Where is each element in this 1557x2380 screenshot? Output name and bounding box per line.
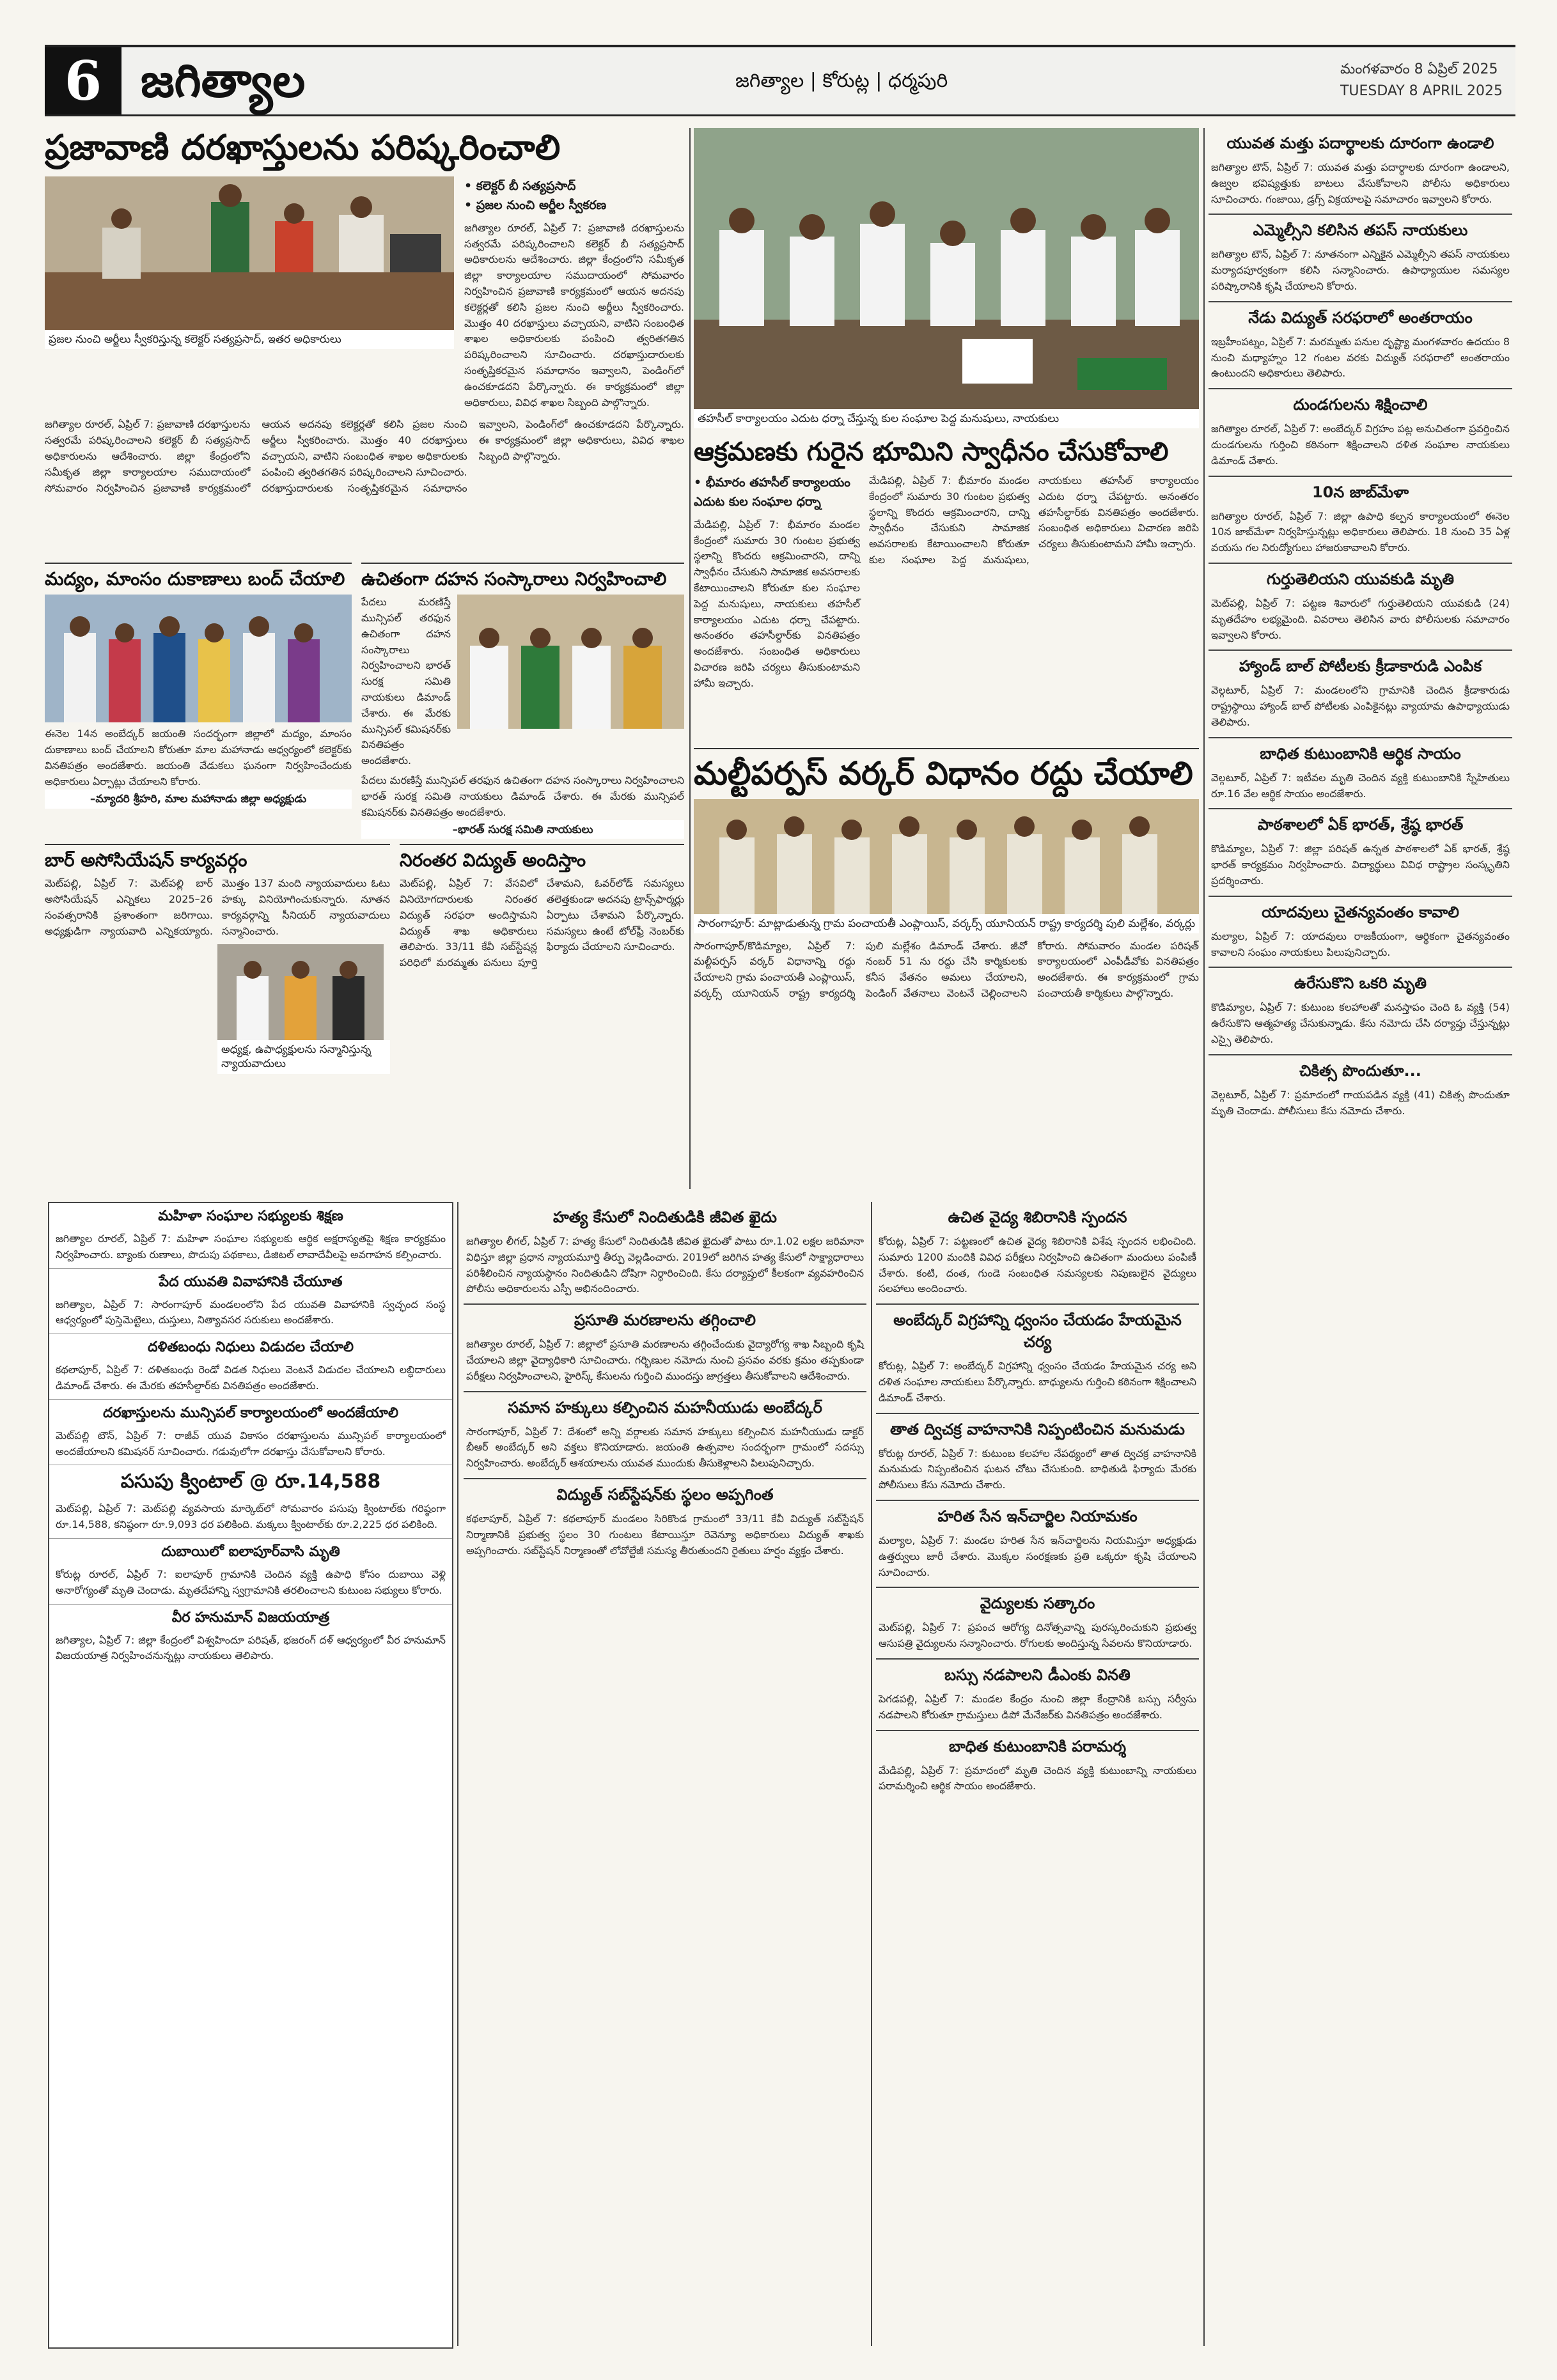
right-headline: హ్యాండ్ బాల్ పోటీలకు క్రీడాకారుడి ఎంపిక <box>1239 657 1482 676</box>
center-headline: ప్రసూతి మరణాలను తగ్గించాలి <box>574 1311 756 1330</box>
right-item <box>1209 564 1512 651</box>
crematorium-headline: ఉచితంగా దహన సంస్కారాలు నిర్వహించాలి <box>361 568 667 589</box>
mid-body: మేడిపల్లి, ఏప్రిల్ 7: ప్రమాదంలో మృతి చెందిన వ్యక్తి కుటుంబాన్ని నాయకులు పరామర్శించి ఆర్థిక సాయం అందజేశారు. <box>879 1764 1196 1793</box>
multipurpose-photo <box>694 799 1199 914</box>
mid-item <box>876 1202 1199 1305</box>
mid-body: మల్యాల, ఏప్రిల్ 7: మండల హరిత సేన ఇన్‌చార్జిలను నియమిస్తూ అధ్యక్షుడు ఉత్తర్వులు జారీ చేశారు. మొక్కల సంరక్షణకు ప్రతి ఒక్కరూ కృషి చేయాలని సూచించారు. <box>879 1534 1196 1578</box>
meeting-photo-illustration <box>457 595 684 729</box>
center-item <box>464 1392 866 1479</box>
center-body: జగిత్యాల లీగల్, ఏప్రిల్ 7: హత్య కేసులో నిందితుడికి జీవిత ఖైదుతో పాటు రూ.1.02 లక్షల జరిమానా విధిస్తూ జిల్లా ప్రధాన న్యాయమూర్తి తీర్పు వెల్లడించారు. 2019లో జరిగిన హత్య కేసులో సాక్ష్యాధారాలు పరిశీలించిన న్యాయస్థానం నిందితుడిని దోషిగా నిర్ధారించింది. కేసు దర్యాప్తులో కీలకంగా వ్యవహరించిన పోలీసు అధికారులను ఎస్పీ అభినందించారు. <box>466 1235 864 1295</box>
center-body: సారంగాపూర్, ఏప్రిల్ 7: దేశంలో అన్ని వర్గాలకు సమాన హక్కులు కల్పించిన మహనీయుడు డాక్టర్ బీఆర్ అంబేద్కర్ అని వక్తలు కొనియాడారు. జయంతి ఉత్సవాల సందర్భంగా గ్రామంలో సదస్సు నిర్వహించారు. అంబేద్కర్ ఆశయాలను యువత ముందుకు తీసుకెళ్లాలని పిలుపునిచ్చారు. <box>466 1425 864 1470</box>
lead-photo <box>45 176 454 330</box>
bar-caption: అధ్యక్ష, ఉపాధ్యక్షులను సన్మానిస్తున్న న్యాయవాదులు <box>217 1040 390 1073</box>
lead-bullet: • కలెక్టర్ బీ సత్యప్రసాద్ <box>464 176 684 196</box>
bandh-photo <box>45 595 352 722</box>
land-photo <box>694 128 1199 409</box>
short-headline: వీర హనుమాన్ విజయయాత్ర <box>171 1609 330 1626</box>
right-column <box>1209 128 1512 2346</box>
bar-body: మెట్‌పల్లి, ఏప్రిల్ 7: మెట్‌పల్లి బార్ అసోసియేషన్ ఎన్నికలు 2025–26 సంవత్సరానికి ప్రశాంతంగా జరిగాయి. అధ్యక్షుడిగా న్యాయవాది ఎన్నికయ్యారు. మొత్తం 137 మంది న్యాయవాదులు ఓటు హక్కు వినియోగించుకున్నారు. నూతన కార్యవర్గాన్ని సీనియర్ న్యాయవాదులు సన్మానించారు. <box>45 877 390 937</box>
crematorium-body-cont: పేదలు మరణిస్తే మున్సిపల్ తరఫున ఉచితంగా దహన సంస్కారాలు నిర్వహించాలని భారత్ సురక్ష సమితి నాయకులు డిమాండ్ చేశారు. ఈ మేరకు మున్సిపల్ కమిషనర్‌కు వినతిపత్రం అందజేశారు. <box>361 774 684 818</box>
office-scene-illustration <box>45 176 454 330</box>
mid-body: కోరుట్ల, ఏప్రిల్ 7: అంబేద్కర్ విగ్రహాన్ని ధ్వంసం చేయడం హేయమైన చర్య అని దళిత సంఘాల నాయకులు పేర్కొన్నారు. బాధ్యులను గుర్తించి కఠినంగా శిక్షించాలని డిమాండ్ చేశారు. <box>879 1360 1196 1404</box>
left-shorts-box <box>48 1202 453 2349</box>
crematorium-body: పేదలు మరణిస్తే మున్సిపల్ తరఫున ఉచితంగా దహన సంస్కారాలు నిర్వహించాలని భారత్ సురక్ష సమితి నాయకులు డిమాండ్ చేశారు. ఈ మేరకు మున్సిపల్ కమిషనర్‌కు వినతిపత్రం అందజేశారు. <box>361 596 451 767</box>
land-bullet: • భీమారం తహసీల్ కార్యాలయం ఎదుట కుల సంఘాల ధర్నా <box>694 473 860 512</box>
mid-body: కోరుట్ల రూరల్, ఏప్రిల్ 7: కుటుంబ కలహాల నేపథ్యంలో తాత ద్విచక్ర వాహనానికి మనుమడు నిప్పంటించిన ఘటన చోటు చేసుకుంది. బాధితుడి ఫిర్యాదు మేరకు పోలీసులు కేసు నమోదు చేశారు. <box>879 1447 1196 1491</box>
right-item <box>1209 651 1512 738</box>
bandh-headline: మద్యం, మాంసం దుకాణాలు బంద్ చేయాలి <box>45 568 345 589</box>
center-headline: సమాన హక్కులు కల్పించిన మహనీయుడు అంబేద్కర్ <box>508 1398 822 1417</box>
right-item <box>1209 477 1512 564</box>
mid-headline: అంబేద్కర్ విగ్రహాన్ని ధ్వంసం చేయడం హేయమైన చర్య <box>893 1311 1182 1351</box>
lead-bullets <box>464 176 684 215</box>
mid-headline: బస్సు నడపాలని డీఎంకు వినతి <box>944 1665 1131 1684</box>
center-item <box>464 1305 866 1392</box>
mid-headline: బాధిత కుటుంబానికి పరామర్శ <box>948 1737 1127 1755</box>
bar-story <box>45 844 390 1190</box>
right-item <box>1209 897 1512 968</box>
right-body: జగిత్యాల టౌన్, ఏప్రిల్ 7: యువత మత్తు పదార్థాలకు దూరంగా ఉండాలని, ఉజ్వల భవిష్యత్తుకు బాటలు వేసుకోవాలని పోలీసు అధికారులు సూచించారు. గంజాయి, డ్రగ్స్ విక్రయాలపై సమాచారం ఇవ్వాలని కోరారు. <box>1211 161 1510 205</box>
column-divider <box>689 128 691 1189</box>
workers-photo-illustration <box>694 799 1199 914</box>
mid-item <box>876 1588 1199 1660</box>
mid-item <box>876 1414 1199 1501</box>
short-item <box>49 1539 452 1605</box>
short-item <box>49 1334 452 1400</box>
mid-headline: వైద్యులకు సత్కారం <box>980 1594 1095 1613</box>
land-bullets <box>694 473 860 512</box>
mid-item <box>876 1731 1199 1801</box>
multipurpose-headline: మల్టీపర్పస్ వర్కర్ విధానం రద్దు చేయాలి <box>694 755 1193 792</box>
right-item <box>1209 738 1512 810</box>
short-item <box>49 1269 452 1335</box>
center-item <box>464 1479 866 1565</box>
right-headline: 10న జాబ్‌మేళా <box>1311 483 1409 501</box>
multipurpose-story <box>694 748 1199 1190</box>
mid-stories <box>876 1202 1199 2346</box>
short-body: కథలాపూర్, ఏప్రిల్ 7: దళితబంధు రెండో విడత నిధులు వెంటనే విడుదల చేయాలని లబ్ధిదారులు డిమాండ్ చేశారు. ఈ మేరకు తహసీల్దార్‌కు వినతిపత్రం అందజేశారు. <box>56 1364 446 1392</box>
mid-body: మెట్‌పల్లి, ఏప్రిల్ 7: ప్రపంచ ఆరోగ్య దినోత్సవాన్ని పురస్కరించుకుని ప్రభుత్వ ఆసుపత్రి వైద్యులను సన్మానించారు. రోగులకు అందిస్తున్న సేవలను కొనియాడారు. <box>879 1621 1196 1650</box>
short-headline: దళితబంధు నిధులు విడుదల చేయాలి <box>148 1339 354 1356</box>
mid-body: కోరుట్ల, ఏప్రిల్ 7: పట్టణంలో ఉచిత వైద్య శిబిరానికి విశేష స్పందన లభించింది. సుమారు 1200 మందికి వివిధ పరీక్షలు నిర్వహించి ఉచితంగా మందులు పంపిణీ చేశారు. కంటి, దంత, గుండె సంబంధిత సమస్యలకు నిపుణులైన వైద్యులు సలహాలు అందించారు. <box>879 1235 1196 1295</box>
right-headline: ఎమ్మెల్సీని కలిసిన తపస్ నాయకులు <box>1253 221 1468 240</box>
date-telugu: మంగళవారం 8 ఏప్రిల్ 2025 <box>1340 61 1498 77</box>
center-headline: హత్య కేసులో నిందితుడికి జీవిత ఖైదు <box>552 1208 777 1226</box>
short-item <box>49 1605 452 1670</box>
right-body: మెట్‌పల్లి, ఏప్రిల్ 7: పట్టణ శివారులో గుర్తుతెలియని యువకుడి (24) మృతదేహం లభ్యమైంది. వివరాలు తెలిసిన వారు పోలీసులకు సమాచారం ఇవ్వాలని కోరారు. <box>1211 596 1510 641</box>
power-body: మెట్‌పల్లి, ఏప్రిల్ 7: వేసవిలో వినియోగదారులకు నిరంతర విద్యుత్ సరఫరా అందిస్తామని విద్యుత్ శాఖ అధికారులు తెలిపారు. 33/11 కేవీ సబ్‌స్టేషన్ల పరిధిలో మరమ్మతు పనులు పూర్తి చేశామని, ఓవర్‌లోడ్ సమస్యలు తలెత్తకుండా అదనపు ట్రాన్స్‌ఫార్మర్లు ఏర్పాటు చేశామని పేర్కొన్నారు. సమస్యలు ఉంటే టోల్‌ఫ్రీ నెంబర్‌కు ఫిర్యాదు చేయాలని సూచించారు. <box>400 877 684 969</box>
short-body: మెట్‌పల్లి, ఏప్రిల్ 7: మెట్‌పల్లి వ్యవసాయ మార్కెట్‌లో సోమవారం పసుపు క్వింటాల్‌కు గరిష్ఠంగా రూ.14,588, కనిష్ఠంగా రూ.9,093 ధర పలికింది. మక్కలు క్వింటాల్‌కు రూ.2,225 ధర పలికింది. <box>56 1502 446 1531</box>
short-item <box>49 1203 452 1269</box>
lead-story <box>45 128 684 563</box>
section-title: జగిత్యాల <box>141 54 306 107</box>
lead-bullet: • ప్రజల నుంచి అర్జీల స్వీకరణ <box>464 196 684 215</box>
lead-headline: ప్రజావాణి దరఖాస్తులను పరిష్కరించాలి <box>45 128 561 167</box>
column-divider <box>1203 128 1205 2346</box>
date-english: TUESDAY 8 APRIL 2025 <box>1340 83 1503 99</box>
center-headline: విద్యుత్ సబ్‌స్టేషన్‌కు స్థలం అప్పగింత <box>556 1485 774 1504</box>
right-item <box>1209 389 1512 476</box>
right-headline: ఉరేసుకొని ఒకరి మృతి <box>1294 974 1427 993</box>
mid-item <box>876 1660 1199 1731</box>
lead-body: జగిత్యాల రూరల్, ఏప్రిల్ 7: ప్రజావాణి దరఖాస్తులను సత్వరమే పరిష్కరించాలని కలెక్టర్ బీ సత్యప్రసాద్ అధికారులను ఆదేశించారు. జిల్లా కేంద్రంలోని సమీకృత జిల్లా కార్యాలయాల సముదాయంలో సోమవారం నిర్వహించిన ప్రజావాణి కార్యక్రమంలో ఆయన అదనపు కలెక్టర్లతో కలిసి ప్రజల నుంచి అర్జీలు స్వీకరించారు. మొత్తం 40 దరఖాస్తులు వచ్చాయని, వాటిని సంబంధిత శాఖల అధికారులకు పంపించి త్వరితగతిన పరిష్కరించాలని సూచించారు. దరఖాస్తుదారులకు సంతృప్తికరమైన సమాధానం ఇవ్వాలని, పెండింగ్‌లో ఉంచకూడదని పేర్కొన్నారు. ఈ కార్యక్రమంలో జిల్లా అధికారులు, వివిధ శాఖల సిబ్బంది పాల్గొన్నారు. <box>464 221 684 408</box>
multipurpose-body: సారంగాపూర్/కొడిమ్యాల, ఏప్రిల్ 7: మల్టీపర్పస్ వర్కర్ విధానాన్ని రద్దు చేయాలని గ్రామ పంచాయతీ ఎంప్లాయిస్, వర్కర్స్ యూనియన్ రాష్ట్ర కార్యదర్శి పులి మల్లేశం డిమాండ్ చేశారు. జీవో నంబర్ 51 ను రద్దు చేసి కార్మికులకు కనీస వేతనం అమలు చేయాలని, పెండింగ్ వేతనాలు వెంటనే చెల్లించాలని కోరారు. సోమవారం మండల పరిషత్ కార్యాలయంలో ఎంపీడీవోకు వినతిపత్రం అందజేశారు. ఈ కార్యక్రమంలో గ్రామ పంచాయతీ కార్మికులు పాల్గొన్నారు. <box>694 939 1199 999</box>
right-item <box>1209 215 1512 302</box>
bandh-body: ఈనెల 14న అంబేద్కర్ జయంతి సందర్భంగా జిల్లాలో మద్యం, మాంసం దుకాణాలు బంద్ చేయాలని కోరుతూ మాల మహానాడు ఆధ్వర్యంలో కలెక్టర్‌కు వినతిపత్రం అందజేశారు. జయంతి వేడుకలు ఘనంగా నిర్వహించేందుకు అధికారులు ఏర్పాట్లు చేయాలని కోరారు. <box>45 727 352 788</box>
right-headline: నేడు విద్యుత్ సరఫరాలో అంతరాయం <box>1248 308 1473 327</box>
masthead <box>45 45 1515 116</box>
bar-photo <box>217 944 384 1040</box>
short-item <box>49 1400 452 1466</box>
right-body: మల్యాల, ఏప్రిల్ 7: యాదవులు రాజకీయంగా, ఆర్థికంగా చైతన్యవంతం కావాలని సంఘం నాయకులు పిలుపునిచ్చారు. <box>1211 929 1510 958</box>
center-body: కథలాపూర్, ఏప్రిల్ 7: కథలాపూర్ మండలం సిరికొండ గ్రామంలో 33/11 కేవీ విద్యుత్ సబ్‌స్టేషన్ నిర్మాణానికి ప్రభుత్వ స్థలం 30 గుంటలు కేటాయిస్తూ రెవెన్యూ అధికారులు విద్యుత్ శాఖకు అప్పగించారు. సబ్‌స్టేషన్ నిర్మాణంతో లోవోల్టేజీ సమస్య తీరుతుందని రైతులు హర్షం వ్యక్తం చేశారు. <box>466 1512 864 1557</box>
short-headline: దరఖాస్తులను మున్సిపల్ కార్యాలయంలో అందజేయాలి <box>103 1404 398 1421</box>
short-body: జగిత్యాల, ఏప్రిల్ 7: సారంగాపూర్ మండలంలోని పేద యువతి వివాహానికి స్వచ్ఛంద సంస్థ ఆధ్వర్యంలో పుస్తెమెట్టెలు, దుస్తులు, నిత్యావసర సరుకులు అందజేశారు. <box>56 1298 446 1326</box>
right-headline: యాదవులు చైతన్యవంతం కావాలి <box>1262 903 1459 921</box>
right-body: జగిత్యాల రూరల్, ఏప్రిల్ 7: అంబేద్కర్ విగ్రహం పట్ల అనుచితంగా ప్రవర్తించిన దుండగులను గుర్తించి కఠినంగా శిక్షించాలని దళిత సంఘాల నాయకులు డిమాండ్ చేశారు. <box>1211 423 1510 467</box>
lead-photo-caption: ప్రజల నుంచి అర్జీలు స్వీకరిస్తున్న కలెక్టర్ సత్యప్రసాద్, ఇతర అధికారులు <box>45 330 454 349</box>
right-body: జగిత్యాల టౌన్, ఏప్రిల్ 7: నూతనంగా ఎన్నికైన ఎమ్మెల్సీని తపస్ నాయకులు మర్యాదపూర్వకంగా కలిసి సన్మానించారు. ఉపాధ్యాయుల సమస్యల పరిష్కారానికి కృషి చేయాలని కోరారు. <box>1211 248 1510 292</box>
center-stories <box>464 1202 866 2346</box>
right-headline: యువత మత్తు పదార్థాలకు దూరంగా ఉండాలి <box>1226 134 1494 152</box>
power-story <box>400 844 684 1190</box>
center-item <box>464 1202 866 1305</box>
mid-headline: ఉచిత వైద్య శిబిరానికి స్పందన <box>948 1208 1127 1226</box>
bandh-story <box>45 563 352 839</box>
land-body: మేడిపల్లి, ఏప్రిల్ 7: భీమారం మండల కేంద్రంలో సుమారు 30 గుంటల ప్రభుత్వ స్థలాన్ని కొందరు ఆక్రమించారని, దాన్ని స్వాధీనం చేసుకుని సామాజిక అవసరాలకు కేటాయించాలని కోరుతూ కుల సంఘాల పెద్ద మనుషులు, నాయకులు తహసీల్ కార్యాలయం ఎదుట ధర్నా చేపట్టారు. అనంతరం తహసీల్దార్‌కు వినతిపత్రం అందజేశారు. సంబంధిత అధికారులు విచారణ జరిపి చర్యలు తీసుకుంటామని హామీ ఇచ్చారు. <box>694 518 860 689</box>
crematorium-photo <box>457 595 684 729</box>
bandh-caption: –మ్యాదరి శ్రీహరి, మాల మహానాడు జిల్లా అధ్యక్షుడు <box>45 789 352 809</box>
right-headline: బాధిత కుటుంబానికి ఆర్థిక సాయం <box>1260 744 1461 763</box>
multipurpose-caption: సారంగాపూర్: మాట్లాడుతున్న గ్రామ పంచాయతీ ఎంప్లాయిస్, వర్కర్స్ యూనియన్ రాష్ట్ర కార్యదర్శి పులి మల్లేశం, వర్కర్లు <box>694 914 1199 933</box>
land-body-cont: మేడిపల్లి, ఏప్రిల్ 7: భీమారం మండల కేంద్రంలో సుమారు 30 గుంటల ప్రభుత్వ స్థలాన్ని కొందరు ఆక్రమించారని, దాన్ని స్వాధీనం చేసుకుని సామాజిక అవసరాలకు కేటాయించాలని కోరుతూ కుల సంఘాల పెద్ద మనుషులు, నాయకులు తహసీల్ కార్యాలయం ఎదుట ధర్నా చేపట్టారు. అనంతరం తహసీల్దార్‌కు వినతిపత్రం అందజేశారు. సంబంధిత అధికారులు విచారణ జరిపి చర్యలు తీసుకుంటామని హామీ ఇచ్చారు. <box>869 474 1199 566</box>
lead-body-continued: జగిత్యాల రూరల్, ఏప్రిల్ 7: ప్రజావాణి దరఖాస్తులను సత్వరమే పరిష్కరించాలని కలెక్టర్ బీ సత్యప్రసాద్ అధికారులను ఆదేశించారు. జిల్లా కేంద్రంలోని సమీకృత జిల్లా కార్యాలయాల సముదాయంలో సోమవారం నిర్వహించిన ప్రజావాణి కార్యక్రమంలో ఆయన అదనపు కలెక్టర్లతో కలిసి ప్రజల నుంచి అర్జీలు స్వీకరించారు. మొత్తం 40 దరఖాస్తులు వచ్చాయని, వాటిని సంబంధిత శాఖల అధికారులకు పంపించి త్వరితగతిన పరిష్కరించాలని సూచించారు. దరఖాస్తుదారులకు సంతృప్తికరమైన సమాధానం ఇవ్వాలని, పెండింగ్‌లో ఉంచకూడదని పేర్కొన్నారు. ఈ కార్యక్రమంలో జిల్లా అధికారులు, వివిధ శాఖల సిబ్బంది పాల్గొన్నారు. <box>45 418 684 494</box>
land-story <box>694 128 1199 742</box>
short-body: మెట్‌పల్లి టౌన్, ఏప్రిల్ 7: రాజీవ్ యువ వికాసం దరఖాస్తులను మున్సిపల్ కార్యాలయంలో అందజేయాలని కమిషనర్ సూచించారు. గడువులోగా దరఖాస్తు చేసుకోవాలని కోరారు. <box>56 1429 446 1458</box>
right-headline: పాఠశాలలో ఏక్ భారత్, శ్రేష్ఠ భారత్ <box>1257 816 1464 834</box>
land-headline: ఆక్రమణకు గురైన భూమిని స్వాధీనం చేసుకోవాలి <box>694 437 1169 467</box>
right-item <box>1209 302 1512 389</box>
short-headline: పేద యువతి వివాహానికి చేయూత <box>159 1273 343 1290</box>
right-item <box>1209 809 1512 896</box>
power-headline: నిరంతర విద్యుత్ అందిస్తాం <box>400 850 586 871</box>
short-item <box>49 1465 452 1539</box>
short-headline: పసుపు క్వింటాల్ @ రూ.14,588 <box>120 1470 381 1493</box>
protest-photo-illustration <box>694 128 1199 409</box>
right-body: జగిత్యాల రూరల్, ఏప్రిల్ 7: జిల్లా ఉపాధి కల్పన కార్యాలయంలో ఈనెల 10న జాబ్‌మేళా నిర్వహిస్తున్నట్లు అధికారులు తెలిపారు. 18 నుంచి 35 ఏళ్ల వయసు గల నిరుద్యోగులు హాజరుకావాలని కోరారు. <box>1211 509 1510 554</box>
short-body: జగిత్యాల, ఏప్రిల్ 7: జిల్లా కేంద్రంలో విశ్వహిందూ పరిషత్, భజరంగ్ దళ్ ఆధ్వర్యంలో వీర హనుమాన్ విజయయాత్ర నిర్వహించనున్నట్లు నాయకులు తెలిపారు. <box>56 1633 446 1662</box>
group-photo-illustration <box>45 595 352 722</box>
short-headline: మహిళా సంఘాల సభ్యులకు శిక్షణ <box>158 1208 343 1224</box>
right-item <box>1209 968 1512 1055</box>
right-body: కొడిమ్యాల, ఏప్రిల్ 7: కుటుంబ కలహాలతో మనస్తాపం చెంది ఓ వ్యక్తి (54) ఉరేసుకొని ఆత్మహత్య చేసుకున్నాడు. కేసు నమోదు చేసి దర్యాప్తు చేస్తున్నట్లు ఎస్సై తెలిపారు. <box>1211 1001 1510 1045</box>
mid-item <box>876 1305 1199 1413</box>
page-number: 6 <box>45 47 121 114</box>
right-body: వెల్గటూర్, ఏప్రిల్ 7: ఇటీవల మృతి చెందిన వ్యక్తి కుటుంబానికి స్నేహితులు రూ.16 వేల ఆర్థిక సాయం అందజేశారు. <box>1211 771 1510 800</box>
right-body: ఇబ్రహీంపట్నం, ఏప్రిల్ 7: మరమ్మతు పనుల దృష్ట్యా మంగళవారం ఉదయం 8 నుంచి మధ్యాహ్నం 12 గంటల వరకు విద్యుత్ సరఫరాలో అంతరాయం ఉంటుందని అధికారులు తెలిపారు. <box>1211 335 1510 380</box>
felicitation-illustration <box>217 944 384 1040</box>
right-headline: చికిత్స పొందుతూ... <box>1299 1061 1421 1080</box>
right-item <box>1209 1055 1512 1126</box>
crematorium-story <box>361 563 684 839</box>
short-body: కోరుట్ల రూరల్, ఏప్రిల్ 7: ఐలాపూర్ గ్రామానికి చెందిన వ్యక్తి ఉపాధి కోసం దుబాయి వెళ్లి అనారోగ్యంతో మృతి చెందాడు. మృతదేహాన్ని స్వగ్రామానికి తరలించాలని కుటుంబ సభ్యులు కోరారు. <box>56 1567 446 1596</box>
right-headline: దుండగులను శిక్షించాలి <box>1293 396 1428 414</box>
column-divider <box>457 1202 458 2346</box>
right-headline: గుర్తుతెలియని యువకుడి మృతి <box>1266 570 1455 588</box>
bar-headline: బార్ అసోసియేషన్ కార్యవర్గం <box>45 850 247 871</box>
mid-headline: తాత ద్విచక్ర వాహనానికి నిప్పంటించిన మనుమడు <box>889 1420 1185 1438</box>
right-body: వెల్గటూర్, ఏప్రిల్ 7: ప్రమాదంలో గాయపడిన వ్యక్తి (41) చికిత్స పొందుతూ మృతి చెందాడు. పోలీసులు కేసు నమోదు చేశారు. <box>1211 1088 1510 1117</box>
mid-body: పెగడపల్లి, ఏప్రిల్ 7: మండల కేంద్రం నుంచి జిల్లా కేంద్రానికి బస్సు సర్వీసు నడపాలని కోరుతూ గ్రామస్తులు డిపో మేనేజర్‌కు వినతిపత్రం అందజేశారు. <box>879 1692 1196 1721</box>
right-body: కొడిమ్యాల, ఏప్రిల్ 7: జిల్లా పరిషత్ ఉన్నత పాఠశాలలో ఏక్ భారత్, శ్రేష్ఠ భారత్ కార్యక్రమం నిర్వహించారు. విద్యార్థులు వివిధ రాష్ట్రాల సంస్కృతిని ప్రదర్శించారు. <box>1211 843 1510 887</box>
mid-headline: హరిత సేన ఇన్‌చార్జిల నియామకం <box>937 1507 1138 1525</box>
crematorium-caption: –భారత్ సురక్ష సమితి నాయకులు <box>361 820 684 839</box>
center-body: జగిత్యాల రూరల్, ఏప్రిల్ 7: జిల్లాలో ప్రసూతి మరణాలను తగ్గించేందుకు వైద్యారోగ్య శాఖ సిబ్బంది కృషి చేయాలని జిల్లా వైద్యాధికారి సూచించారు. గర్భిణుల నమోదు నుంచి ప్రసవం వరకు క్రమం తప్పకుండా పరీక్షలు నిర్వహించాలని, హైరిస్క్ కేసులను గుర్తించి ముందస్తు జాగ్రత్తలు తీసుకోవాలని ఆదేశించారు. <box>466 1338 864 1382</box>
right-body: వెల్గటూర్, ఏప్రిల్ 7: మండలంలోని గ్రామానికి చెందిన క్రీడాకారుడు రాష్ట్రస్థాయి హ్యాండ్ బాల్ పోటీలకు ఎంపికైనట్లు వ్యాయామ ఉపాధ్యాయుడు తెలిపారు. <box>1211 684 1510 728</box>
dateline <box>1340 59 1503 102</box>
subsection-list: జగిత్యాల | కోరుట్ల | ధర్మపురి <box>735 70 948 92</box>
short-headline: దుబాయిలో ఐలాపూర్‌వాసి మృతి <box>161 1543 340 1560</box>
column-divider <box>871 1202 872 2346</box>
land-photo-caption: తహసీల్ కార్యాలయం ఎదుట ధర్నా చేస్తున్న కుల సంఘాల పెద్ద మనుషులు, నాయకులు <box>694 409 1199 428</box>
short-body: జగిత్యాల రూరల్, ఏప్రిల్ 7: మహిళా సంఘాల సభ్యులకు ఆర్థిక అక్షరాస్యతపై శిక్షణ కార్యక్రమం నిర్వహించారు. బ్యాంకు రుణాలు, పొదుపు పథకాలు, డిజిటల్ లావాదేవీలపై అవగాహన కల్పించారు. <box>56 1233 446 1261</box>
mid-item <box>876 1501 1199 1588</box>
right-item <box>1209 128 1512 215</box>
